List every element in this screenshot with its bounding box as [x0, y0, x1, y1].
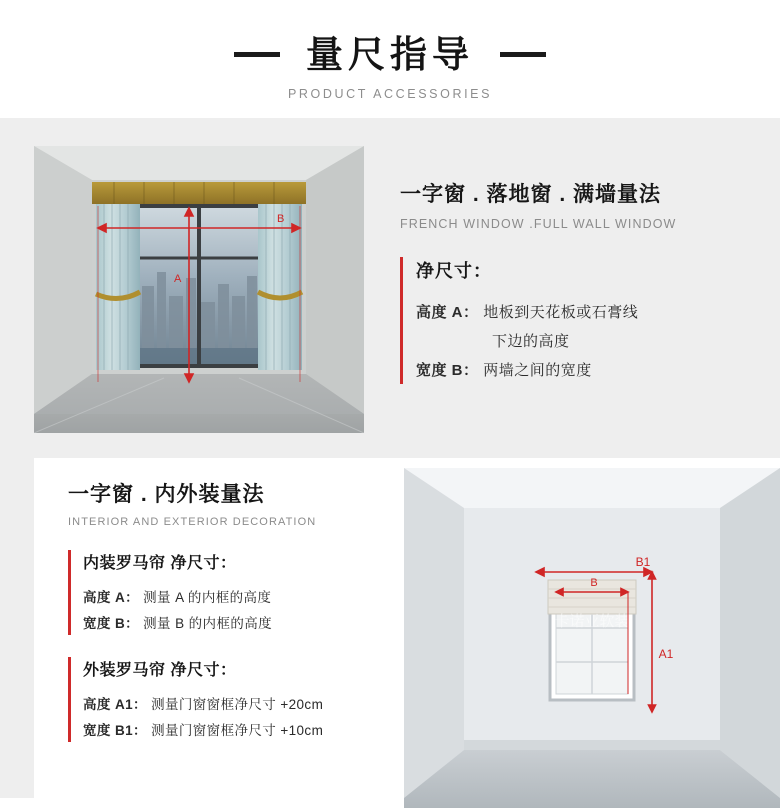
section2-group-1-row-1-label: 宽度 B1：: [83, 723, 147, 738]
section2-group-1-title: 外装罗马帘 净尺寸：: [83, 662, 237, 679]
section-interior-exterior: [0, 458, 780, 808]
section1-row-0-value: 地板到天花板或石膏线: [483, 304, 639, 321]
section1-row-2: [416, 355, 760, 384]
section1-text: [400, 178, 760, 384]
left-grey-strip: [0, 458, 34, 798]
section2-group-1-row-0-value: 测量门窗窗框净尺寸 +20cm: [151, 697, 324, 712]
section1-row-1-value: 下边的高度: [492, 333, 570, 350]
page-title: 量尺指导: [306, 33, 474, 75]
section2-group-1-row-0: [83, 690, 398, 716]
section2-heading: 一字窗 . 内外装量法: [68, 483, 265, 506]
section2-group-0-row-1-label: 宽度 B：: [83, 616, 139, 631]
label-b-photo1: B: [277, 213, 285, 225]
room-illustration-2: [404, 468, 780, 808]
room-photo-roman-shade: [404, 468, 780, 808]
section1-row-0-label: 高度 A：: [416, 304, 479, 321]
section1-block-title: 净尺寸：: [416, 261, 492, 281]
section1-measure-block: [400, 257, 760, 384]
room-illustration-1: [34, 146, 364, 433]
section1-heading: 一字窗 . 落地窗 . 满墙量法: [400, 183, 662, 206]
room-photo-french-window: [34, 146, 364, 433]
section2-group-1-row-1: [83, 716, 398, 742]
label-b-photo2: B: [590, 577, 598, 589]
section2-group-0-row-1: [83, 609, 398, 635]
section2-text: [68, 478, 398, 742]
section2-group-0-row-0-label: 高度 A：: [83, 590, 139, 605]
section-full-wall: [0, 118, 780, 458]
section1-row-1: [416, 326, 760, 355]
section1-subheading: FRENCH WINDOW .FULL WALL WINDOW: [400, 217, 677, 231]
page-subtitle: PRODUCT ACCESSORIES: [287, 86, 493, 101]
label-b1-photo2: B1: [635, 555, 651, 569]
label-a-photo1: A: [174, 273, 182, 285]
section2-group-1-row-1-value: 测量门窗窗框净尺寸 +10cm: [151, 723, 324, 738]
label-a1-photo2: A1: [658, 647, 674, 661]
section1-row-0: [416, 297, 760, 326]
section2-group-0-title: 内装罗马帘 净尺寸：: [83, 555, 237, 572]
section2-group-0-row-0: [83, 583, 398, 609]
title-row: [234, 33, 546, 75]
section2-group-interior: [68, 550, 398, 635]
section2-group-1-row-0-label: 高度 A1：: [83, 697, 147, 712]
title-dash-right: [500, 52, 546, 57]
page-header: [0, 0, 780, 118]
title-dash-left: [234, 52, 280, 57]
section2-group-0-row-0-value: 测量 A 的内框的高度: [143, 590, 272, 605]
section2-subheading: INTERIOR AND EXTERIOR DECORATION: [68, 516, 317, 528]
photo2-watermark: 卡诺亚软装: [554, 613, 630, 630]
section2-group-0-row-1-value: 测量 B 的内框的高度: [143, 616, 273, 631]
section1-row-2-value: 两墙之间的宽度: [483, 362, 592, 379]
section2-group-exterior: [68, 657, 398, 742]
section1-row-2-label: 宽度 B：: [416, 362, 479, 379]
